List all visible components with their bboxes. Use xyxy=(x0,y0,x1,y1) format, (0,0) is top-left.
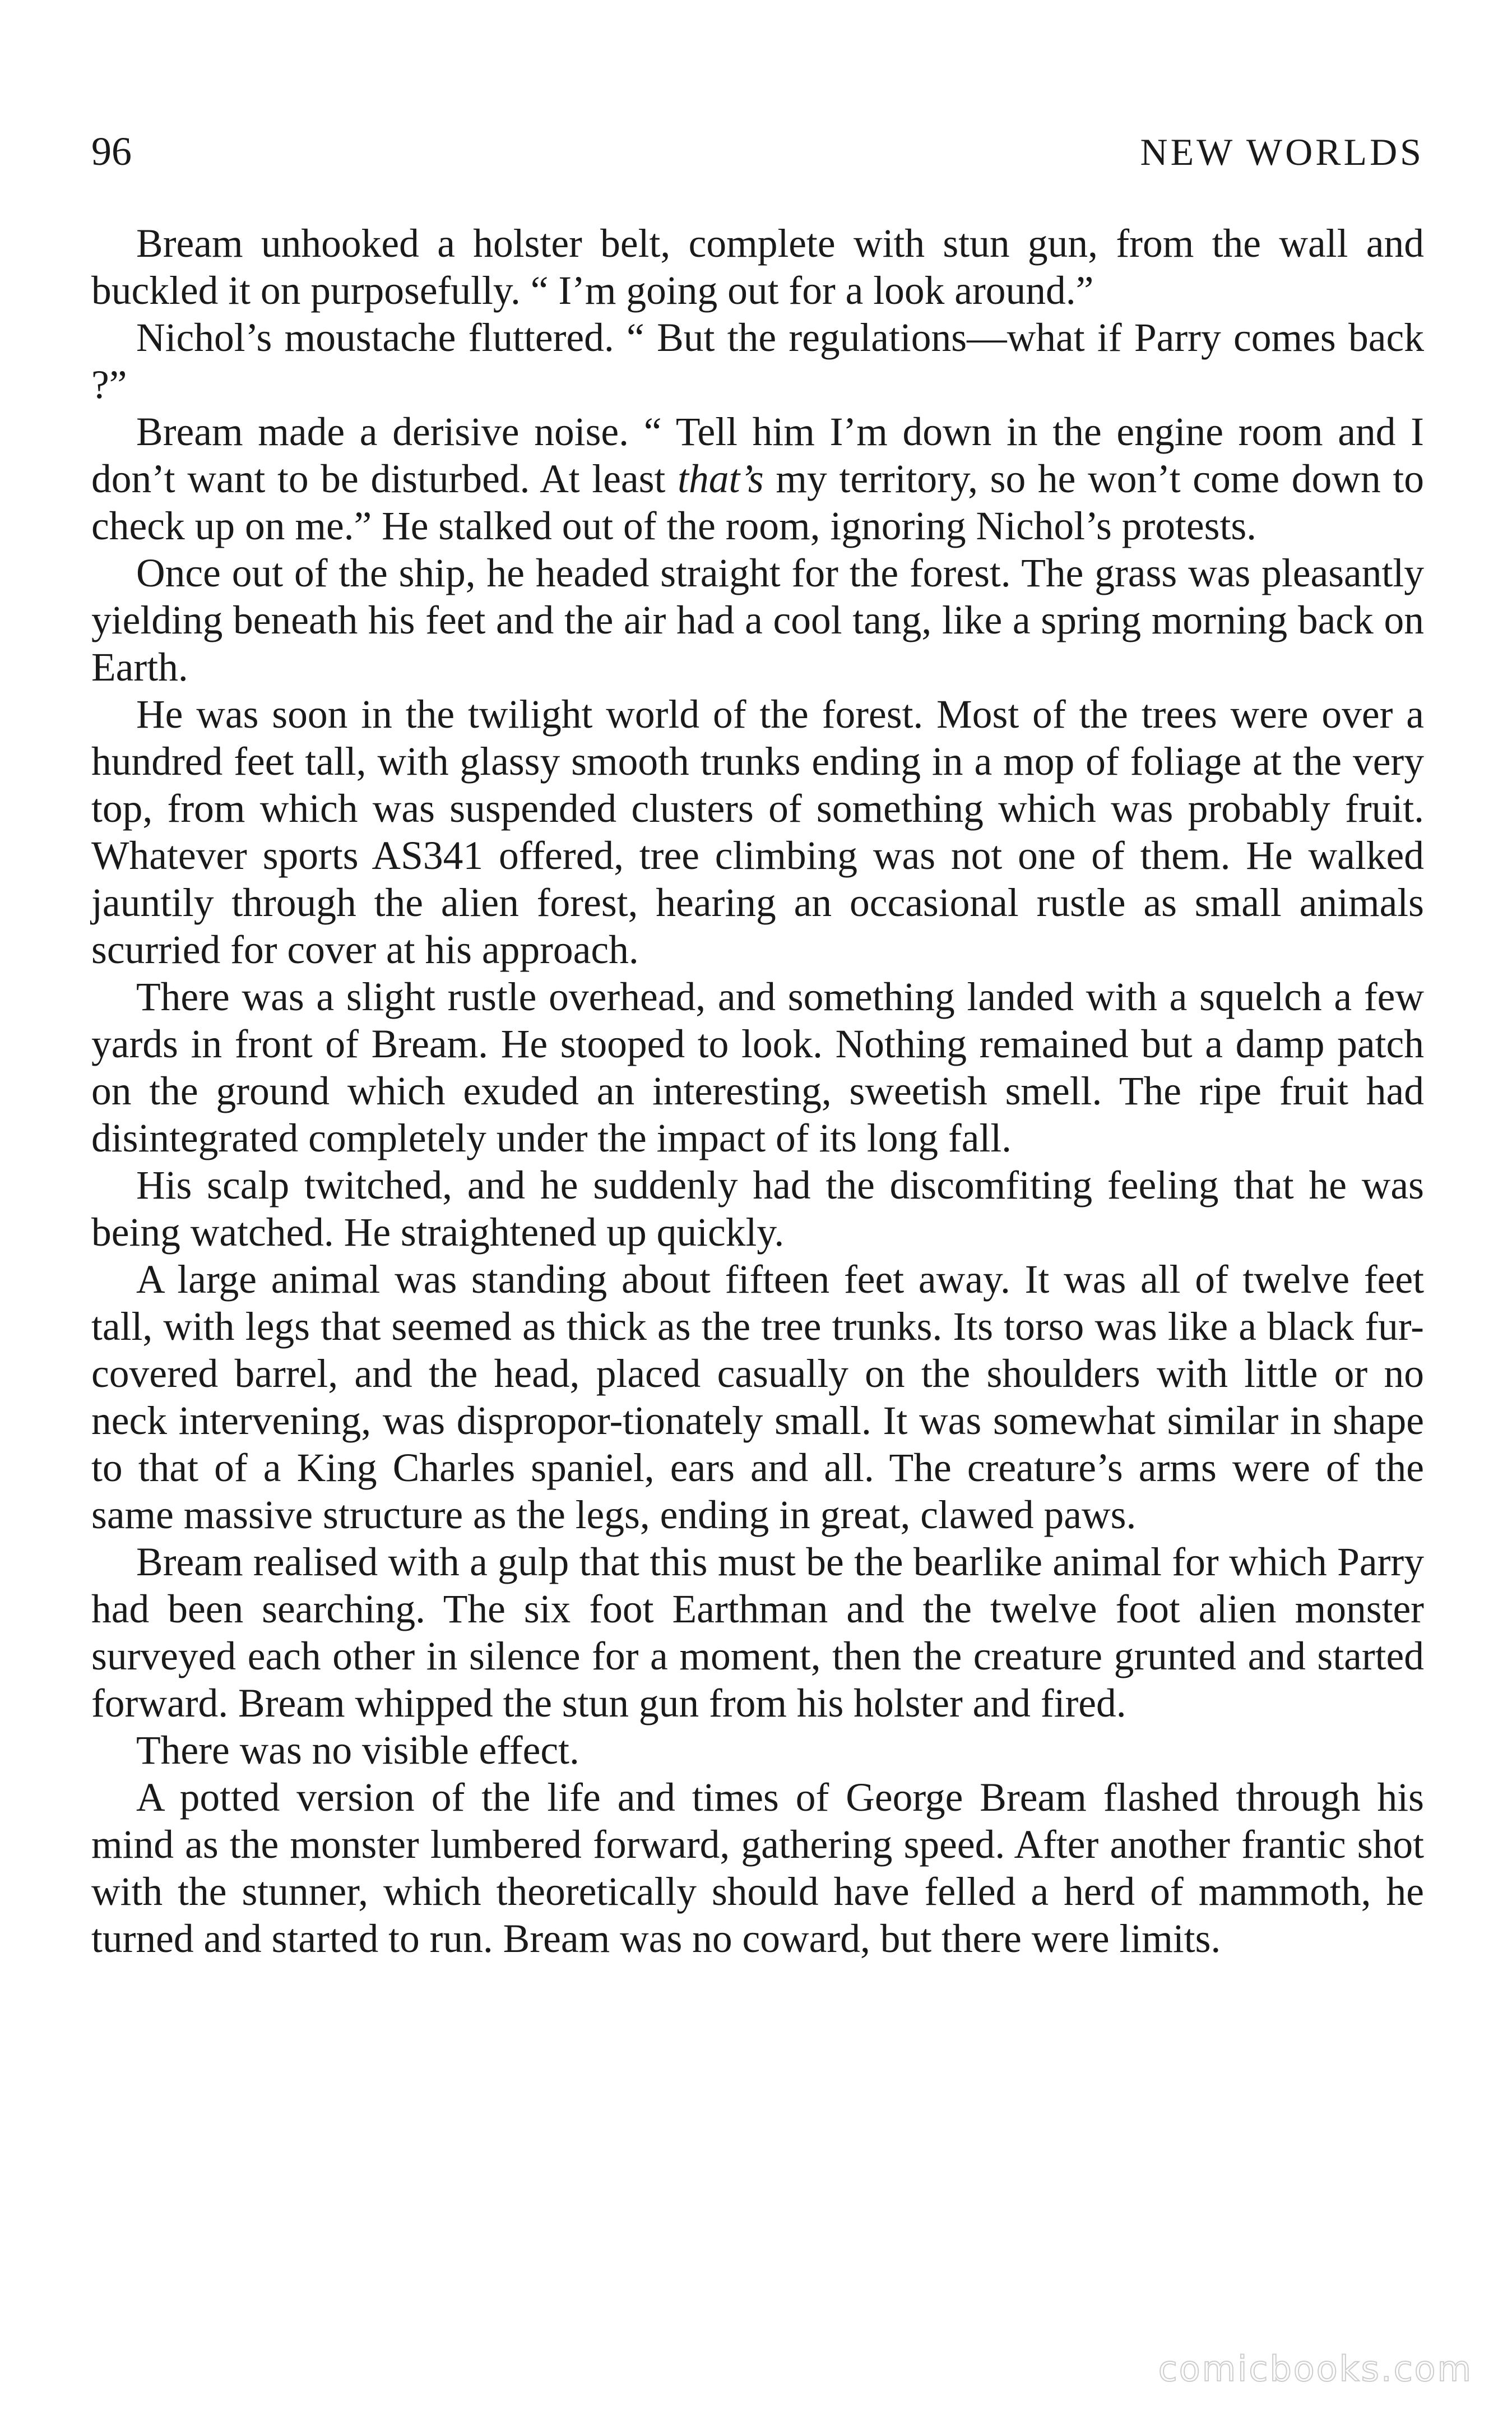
paragraph-11 xyxy=(91,1774,1424,1963)
paragraph-2-text: Nichol’s moustache fluttered. “ But the regulations—what if Parry comes back ?” xyxy=(91,316,1424,407)
paragraph-3 xyxy=(91,409,1424,550)
running-title: NEW WORLDS xyxy=(1140,131,1424,173)
paragraph-4 xyxy=(91,550,1424,691)
paragraph-3-text-end: my territory, so he won’t come down to check up on me.” He stalked out of the room, ignoring Nichol’s protests. xyxy=(91,457,1424,548)
paragraph-8-text: A large animal was standing about fifteen feet away. It was all of twelve feet tall, with legs that seemed as thick as the tree trunks. Its torso was like a black fur-covered barrel, and the head, placed casually on the shoulders with little or no neck intervening, was dispropor-tionately small. It was somewhat similar in shape to that of a King Charles spaniel, ears and all. The creature’s arms were of the same massive structure as the legs, ending in great, clawed paws. xyxy=(91,1257,1424,1537)
paragraph-7-text: His scalp twitched, and he suddenly had the discomfiting feeling that he was being watched. He straightened up quickly. xyxy=(91,1163,1424,1255)
running-head xyxy=(91,126,1424,177)
paragraph-4-text: Once out of the ship, he headed straight for the forest. The grass was pleasantly yielding beneath his feet and the air had a cool tang, like a spring morning back on Earth. xyxy=(91,551,1424,690)
paragraph-1-text: Bream unhooked a holster belt, complete with stun gun, from the wall and buckled it on purposefully. “ I’m going out for a look around.” xyxy=(91,221,1424,313)
paragraph-1 xyxy=(91,220,1424,314)
paragraph-5-text: He was soon in the twilight world of the forest. Most of the trees were over a hundred feet tall, with glassy smooth trunks ending in a mop of foliage at the very top, from which was suspended clusters of something which was probably fruit. Whatever sports AS341 offered, tree climbing was not one of them. He walked jauntily through the alien forest, hearing an occasional rustle as small animals scurried for cover at his approach. xyxy=(91,692,1424,972)
paragraph-11-text: A potted version of the life and times of George Bream flashed through his mind as the monster lumbered forward, gathering speed. After another frantic shot with the stunner, which theoretically should have felled a herd of mammoth, he turned and started to run. Bream was no coward, but there were limits. xyxy=(91,1775,1424,1961)
paragraph-10 xyxy=(91,1727,1424,1774)
paragraph-8 xyxy=(91,1256,1424,1539)
paragraph-9 xyxy=(91,1539,1424,1727)
paragraph-2 xyxy=(91,314,1424,409)
paragraph-10-text: There was no visible effect. xyxy=(136,1728,579,1773)
watermark: comicbooks.com xyxy=(1158,2348,1473,2389)
paragraph-3-italic-word: that’s xyxy=(678,457,764,501)
paragraph-3-text-start: Bream made a derisive noise. “ Tell him I’m down in the engine room and I don’t want to be disturbed. At least xyxy=(91,410,1424,501)
paragraph-9-text: Bream realised with a gulp that this must be the bearlike animal for which Parry had been searching. The six foot Earthman and the twelve foot alien monster surveyed each other in silence for a moment, then the creature grunted and started forward. Bream whipped the stun gun from his holster and fired. xyxy=(91,1540,1424,1726)
paragraph-5 xyxy=(91,691,1424,974)
paragraph-7 xyxy=(91,1162,1424,1256)
page-number: 96 xyxy=(91,129,132,174)
paragraph-6 xyxy=(91,974,1424,1162)
body-text xyxy=(91,220,1424,1963)
paragraph-6-text: There was a slight rustle overhead, and something landed with a squelch a few yards in front of Bream. He stooped to look. Nothing remained but a damp patch on the ground which exuded an interesting, sweetish smell. The ripe fruit had disintegrated completely under the impact of its long fall. xyxy=(91,975,1424,1160)
